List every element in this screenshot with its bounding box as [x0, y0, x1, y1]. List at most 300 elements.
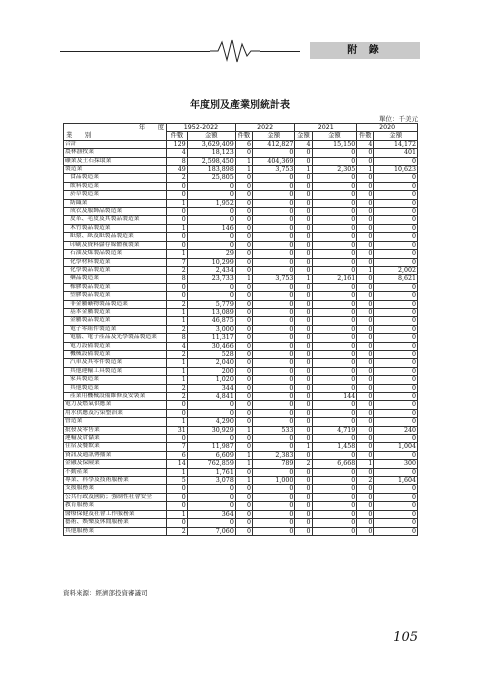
unit-label: 單位：千美元	[379, 115, 418, 123]
table-row	[64, 451, 418, 459]
row-label: 石油及煤製品製造業	[64, 250, 167, 258]
table-cell: 0	[235, 233, 252, 241]
table-cell: 6,668	[312, 460, 357, 468]
table-cell: 0	[187, 435, 235, 443]
table-cell: 0	[312, 317, 357, 325]
table-cell: 0	[235, 359, 252, 367]
table-cell: 0	[357, 224, 374, 232]
table-row	[64, 384, 418, 392]
table-cell: 0	[357, 216, 374, 224]
table-cell: 0	[295, 233, 312, 241]
table-cell: 0	[235, 468, 252, 476]
table-cell: 0	[187, 233, 235, 241]
row-label: 金融及保險業	[64, 460, 167, 468]
row-label: 藥品製造業	[64, 275, 167, 283]
table-cell: 0	[374, 258, 418, 266]
table-cell: 0	[167, 233, 188, 241]
table-cell: 2	[295, 460, 312, 468]
table-cell: 1	[235, 426, 252, 434]
table-cell: 8,621	[374, 275, 418, 283]
table-cell: 2	[167, 174, 188, 182]
table-cell: 0	[187, 208, 235, 216]
table-cell: 4,841	[187, 393, 235, 401]
table-cell: 0	[253, 149, 295, 157]
table-cell: 0	[235, 325, 252, 333]
table-row	[64, 250, 418, 258]
table-cell: 0	[235, 300, 252, 308]
table-cell: 13,089	[187, 308, 235, 316]
row-label: 藝術、娛樂及休閒服務業	[64, 519, 167, 527]
row-label: 產業用機械設備維修及安裝業	[64, 393, 167, 401]
table-cell: 129	[167, 140, 188, 148]
table-cell: 0	[312, 359, 357, 367]
table-cell: 0	[374, 216, 418, 224]
table-cell: 0	[253, 317, 295, 325]
row-label: 機械設備製造業	[64, 350, 167, 358]
table-cell: 0	[357, 199, 374, 207]
table-cell: 0	[312, 157, 357, 165]
table-cell: 0	[295, 317, 312, 325]
table-row	[64, 334, 418, 342]
table-cell: 0	[253, 216, 295, 224]
table-body	[64, 140, 418, 535]
table-cell: 0	[253, 527, 295, 535]
row-label: 醫療保健及社會工作服務業	[64, 510, 167, 518]
table-cell: 0	[312, 258, 357, 266]
table-cell: 404,369	[253, 157, 295, 165]
source-note: 資料來源：經濟部投資審議司	[63, 589, 148, 597]
table-cell: 1	[235, 477, 252, 485]
table-cell: 0	[312, 350, 357, 358]
table-cell: 6	[235, 140, 252, 148]
table-cell: 0	[295, 493, 312, 501]
table-row	[64, 241, 418, 249]
table-cell: 533	[253, 426, 295, 434]
period-header: 2020	[357, 124, 418, 132]
table-cell: 0	[357, 376, 374, 384]
table-cell: 0	[295, 359, 312, 367]
table-cell: 0	[235, 510, 252, 518]
subheader-count: 件數	[357, 132, 374, 140]
table-cell: 0	[312, 292, 357, 300]
table-cell: 0	[374, 283, 418, 291]
table-cell: 1	[167, 418, 188, 426]
table-cell: 6,609	[187, 451, 235, 459]
table-cell: 0	[374, 199, 418, 207]
row-label: 菸草製造業	[64, 191, 167, 199]
table-cell: 0	[253, 401, 295, 409]
row-label: 橡膠製品製造業	[64, 283, 167, 291]
table-cell: 0	[187, 502, 235, 510]
table-cell: 0	[235, 435, 252, 443]
table-cell: 31	[167, 426, 188, 434]
table-cell: 1	[295, 166, 312, 174]
row-label: 皮革、毛皮及其製品製造業	[64, 216, 167, 224]
row-label: 電子零組件製造業	[64, 325, 167, 333]
table-cell: 0	[357, 401, 374, 409]
page-header	[60, 38, 420, 64]
row-label: 電力及燃氣供應業	[64, 401, 167, 409]
table-row	[64, 519, 418, 527]
row-label: 礦業及土石採取業	[64, 157, 167, 165]
table-cell: 0	[312, 367, 357, 375]
table-cell: 1	[167, 250, 188, 258]
table-row	[64, 510, 418, 518]
period-header: 2021	[295, 124, 357, 132]
table-cell: 0	[312, 451, 357, 459]
table-row	[64, 266, 418, 274]
table-row	[64, 468, 418, 476]
table-row	[64, 426, 418, 434]
table-cell: 0	[357, 149, 374, 157]
period-header: 2022	[235, 124, 295, 132]
table-cell: 0	[374, 510, 418, 518]
table-cell: 10,623	[374, 166, 418, 174]
table-row	[64, 435, 418, 443]
table-cell: 0	[167, 283, 188, 291]
table-cell: 6	[167, 451, 188, 459]
table-cell: 0	[253, 250, 295, 258]
table-cell: 0	[167, 191, 188, 199]
table-cell: 0	[253, 224, 295, 232]
table-cell: 0	[374, 527, 418, 535]
table-cell: 0	[374, 334, 418, 342]
table-cell: 2,598,450	[187, 157, 235, 165]
row-label: 成衣及服飾品製造業	[64, 208, 167, 216]
row-label: 運輸及倉儲業	[64, 435, 167, 443]
table-cell: 10,299	[187, 258, 235, 266]
subheader-count: 件數	[235, 132, 252, 140]
table-cell: 4,719	[312, 426, 357, 434]
table-row	[64, 149, 418, 157]
table-cell: 0	[187, 292, 235, 300]
table-cell: 46,875	[187, 317, 235, 325]
table-cell: 0	[357, 250, 374, 258]
table-cell: 0	[312, 342, 357, 350]
table-cell: 15,150	[312, 140, 357, 148]
table-cell: 0	[295, 300, 312, 308]
table-cell: 0	[357, 409, 374, 417]
table-cell: 0	[187, 493, 235, 501]
table-cell: 0	[295, 350, 312, 358]
table-cell: 0	[374, 376, 418, 384]
table-cell: 25,805	[187, 174, 235, 182]
table-cell: 0	[312, 510, 357, 518]
table-cell: 0	[295, 308, 312, 316]
table-cell: 0	[312, 208, 357, 216]
row-label: 不動產業	[64, 468, 167, 476]
row-label: 飲料製造業	[64, 182, 167, 190]
table-row	[64, 325, 418, 333]
table-cell: 14,172	[374, 140, 418, 148]
table-row	[64, 140, 418, 148]
table-cell: 0	[253, 468, 295, 476]
table-cell: 2,002	[374, 266, 418, 274]
table-cell: 0	[357, 359, 374, 367]
table-cell: 1	[167, 224, 188, 232]
table-cell: 0	[312, 283, 357, 291]
table-cell: 0	[295, 216, 312, 224]
table-cell: 0	[374, 300, 418, 308]
table-cell: 0	[253, 266, 295, 274]
table-cell: 2,383	[253, 451, 295, 459]
table-cell: 0	[374, 350, 418, 358]
table-row	[64, 166, 418, 174]
table-cell: 0	[312, 477, 357, 485]
table-cell: 8	[167, 157, 188, 165]
table-cell: 0	[312, 250, 357, 258]
table-cell: 0	[253, 334, 295, 342]
table-cell: 0	[357, 485, 374, 493]
table-cell: 14	[167, 460, 188, 468]
table-cell: 1	[235, 157, 252, 165]
table-cell: 0	[235, 418, 252, 426]
table-corner-header	[64, 124, 167, 141]
table-row	[64, 443, 418, 451]
table-cell: 0	[295, 510, 312, 518]
header-rule-left	[60, 51, 210, 52]
table-cell: 1	[167, 510, 188, 518]
table-cell: 0	[295, 149, 312, 157]
table-cell: 0	[295, 292, 312, 300]
table-cell: 0	[235, 250, 252, 258]
row-label: 用水供應及污染整治業	[64, 409, 167, 417]
table-cell: 0	[312, 376, 357, 384]
table-cell: 0	[312, 468, 357, 476]
row-label: 基本金屬製造業	[64, 308, 167, 316]
table-cell: 412,827	[253, 140, 295, 148]
table-cell: 0	[253, 502, 295, 510]
table-cell: 0	[235, 334, 252, 342]
table-cell: 18,123	[187, 149, 235, 157]
table-cell: 0	[235, 241, 252, 249]
table-cell: 0	[167, 208, 188, 216]
table-cell: 0	[235, 350, 252, 358]
table-cell: 0	[295, 266, 312, 274]
table-row	[64, 401, 418, 409]
table-cell: 0	[374, 191, 418, 199]
table-cell: 8	[167, 334, 188, 342]
table-cell: 1,604	[374, 477, 418, 485]
table-cell: 0	[295, 502, 312, 510]
table-cell: 0	[312, 233, 357, 241]
table-cell: 0	[295, 451, 312, 459]
table-cell: 1	[235, 166, 252, 174]
row-label: 合計	[64, 140, 167, 148]
table-cell: 0	[253, 493, 295, 501]
table-cell: 3,000	[187, 325, 235, 333]
table-cell: 0	[357, 292, 374, 300]
table-cell: 0	[295, 393, 312, 401]
table-cell: 0	[357, 233, 374, 241]
table-row	[64, 157, 418, 165]
table-cell: 30,929	[187, 426, 235, 434]
table-cell: 0	[374, 502, 418, 510]
table-cell: 0	[312, 325, 357, 333]
table-cell: 0	[312, 493, 357, 501]
table-cell: 0	[253, 393, 295, 401]
table-cell: 0	[374, 157, 418, 165]
table-cell: 0	[374, 519, 418, 527]
table-cell: 0	[312, 519, 357, 527]
row-label: 金屬製品製造業	[64, 317, 167, 325]
table-cell: 0	[187, 191, 235, 199]
table-row	[64, 275, 418, 283]
table-cell: 1	[167, 376, 188, 384]
table-row	[64, 367, 418, 375]
table-cell: 0	[167, 493, 188, 501]
table-cell: 0	[235, 519, 252, 527]
table-cell: 0	[357, 443, 374, 451]
table-cell: 0	[374, 367, 418, 375]
table-cell: 1	[295, 443, 312, 451]
subheader-amount: 金額	[295, 132, 312, 140]
table-cell: 762,859	[187, 460, 235, 468]
row-label: 教育服務業	[64, 502, 167, 510]
table-row	[64, 527, 418, 535]
table-cell: 0	[312, 174, 357, 182]
table-cell: 8	[167, 275, 188, 283]
row-label: 家具製造業	[64, 376, 167, 384]
table-cell: 0	[357, 174, 374, 182]
table-row	[64, 502, 418, 510]
table-cell: 1	[167, 199, 188, 207]
table-cell: 0	[253, 376, 295, 384]
table-cell: 0	[235, 493, 252, 501]
row-label: 塑膠製品製造業	[64, 292, 167, 300]
table-cell: 2	[167, 266, 188, 274]
table-cell: 0	[235, 443, 252, 451]
table-cell: 0	[295, 241, 312, 249]
table-cell: 0	[295, 334, 312, 342]
table-row	[64, 292, 418, 300]
table-cell: 0	[357, 350, 374, 358]
table-cell: 1	[167, 308, 188, 316]
table-cell: 0	[312, 384, 357, 392]
table-cell: 0	[235, 367, 252, 375]
table-cell: 7,060	[187, 527, 235, 535]
table-cell: 0	[374, 308, 418, 316]
table-cell: 2,161	[312, 275, 357, 283]
row-label: 紡織業	[64, 199, 167, 207]
table-cell: 0	[295, 258, 312, 266]
table-cell: 0	[235, 216, 252, 224]
subheader-count: 件數	[167, 132, 188, 140]
table-cell: 0	[295, 401, 312, 409]
table-cell: 0	[374, 317, 418, 325]
table-cell: 4	[167, 149, 188, 157]
row-label: 木竹製品製造業	[64, 224, 167, 232]
table-cell: 0	[253, 241, 295, 249]
statistics-table	[63, 123, 418, 536]
table-cell: 0	[357, 426, 374, 434]
table-cell: 528	[187, 350, 235, 358]
table-cell: 0	[253, 292, 295, 300]
row-label: 其他運輸工具製造業	[64, 367, 167, 375]
table-cell: 0	[235, 258, 252, 266]
table-cell: 0	[253, 485, 295, 493]
table-cell: 1	[357, 166, 374, 174]
table-cell: 344	[187, 384, 235, 392]
row-label: 電力設備製造業	[64, 342, 167, 350]
table-cell: 1	[235, 460, 252, 468]
table-cell: 0	[187, 519, 235, 527]
corner-industry-label: 業 別	[66, 132, 92, 140]
table-cell: 364	[187, 510, 235, 518]
row-label: 紙漿、紙及紙製品製造業	[64, 233, 167, 241]
table-cell: 0	[295, 157, 312, 165]
subheader-amount: 金額	[253, 132, 295, 140]
row-label: 電腦、電子產品及光學製品製造業	[64, 334, 167, 342]
appendix-tag: 附 錄	[310, 42, 420, 59]
table-cell: 0	[253, 435, 295, 443]
table-cell: 49	[167, 166, 188, 174]
table-cell: 0	[312, 502, 357, 510]
table-cell: 0	[374, 359, 418, 367]
table-cell: 0	[312, 418, 357, 426]
table-cell: 0	[295, 418, 312, 426]
table-cell: 7	[167, 258, 188, 266]
table-cell: 0	[357, 300, 374, 308]
table-cell: 0	[295, 477, 312, 485]
table-cell: 4	[295, 140, 312, 148]
table-cell: 3,078	[187, 477, 235, 485]
table-cell: 0	[295, 283, 312, 291]
table-cell: 0	[374, 182, 418, 190]
table-cell: 0	[312, 308, 357, 316]
table-row	[64, 233, 418, 241]
table-cell: 0	[235, 409, 252, 417]
table-row	[64, 376, 418, 384]
table-cell: 0	[235, 182, 252, 190]
table-cell: 0	[187, 241, 235, 249]
table-cell: 0	[374, 409, 418, 417]
page-title: 年度別及產業別統計表	[190, 100, 290, 111]
table-cell: 0	[253, 283, 295, 291]
table-cell: 0	[235, 342, 252, 350]
table-cell: 1	[357, 460, 374, 468]
table-cell: 0	[295, 224, 312, 232]
table-cell: 2,305	[312, 166, 357, 174]
table-cell: 3,753	[253, 166, 295, 174]
row-label: 住宿及餐飲業	[64, 443, 167, 451]
table-cell: 0	[357, 317, 374, 325]
table-row	[64, 485, 418, 493]
table-cell: 1	[167, 468, 188, 476]
table-cell: 1	[235, 275, 252, 283]
row-label: 化學製品製造業	[64, 266, 167, 274]
table-cell: 0	[374, 292, 418, 300]
table-cell: 0	[167, 241, 188, 249]
table-cell: 0	[295, 519, 312, 527]
table-row	[64, 258, 418, 266]
table-cell: 0	[235, 502, 252, 510]
table-cell: 11,317	[187, 334, 235, 342]
table-cell: 1,000	[253, 477, 295, 485]
table-cell: 5,779	[187, 300, 235, 308]
table-cell: 0	[312, 182, 357, 190]
table-cell: 0	[357, 283, 374, 291]
table-cell: 0	[374, 224, 418, 232]
table-cell: 1,458	[312, 443, 357, 451]
table-cell: 0	[235, 527, 252, 535]
table-cell: 0	[187, 283, 235, 291]
page-number: 105	[393, 630, 418, 645]
table-cell: 200	[187, 367, 235, 375]
table-cell: 2	[167, 527, 188, 535]
table-cell: 2	[357, 477, 374, 485]
period-header: 1952-2022	[167, 124, 236, 132]
